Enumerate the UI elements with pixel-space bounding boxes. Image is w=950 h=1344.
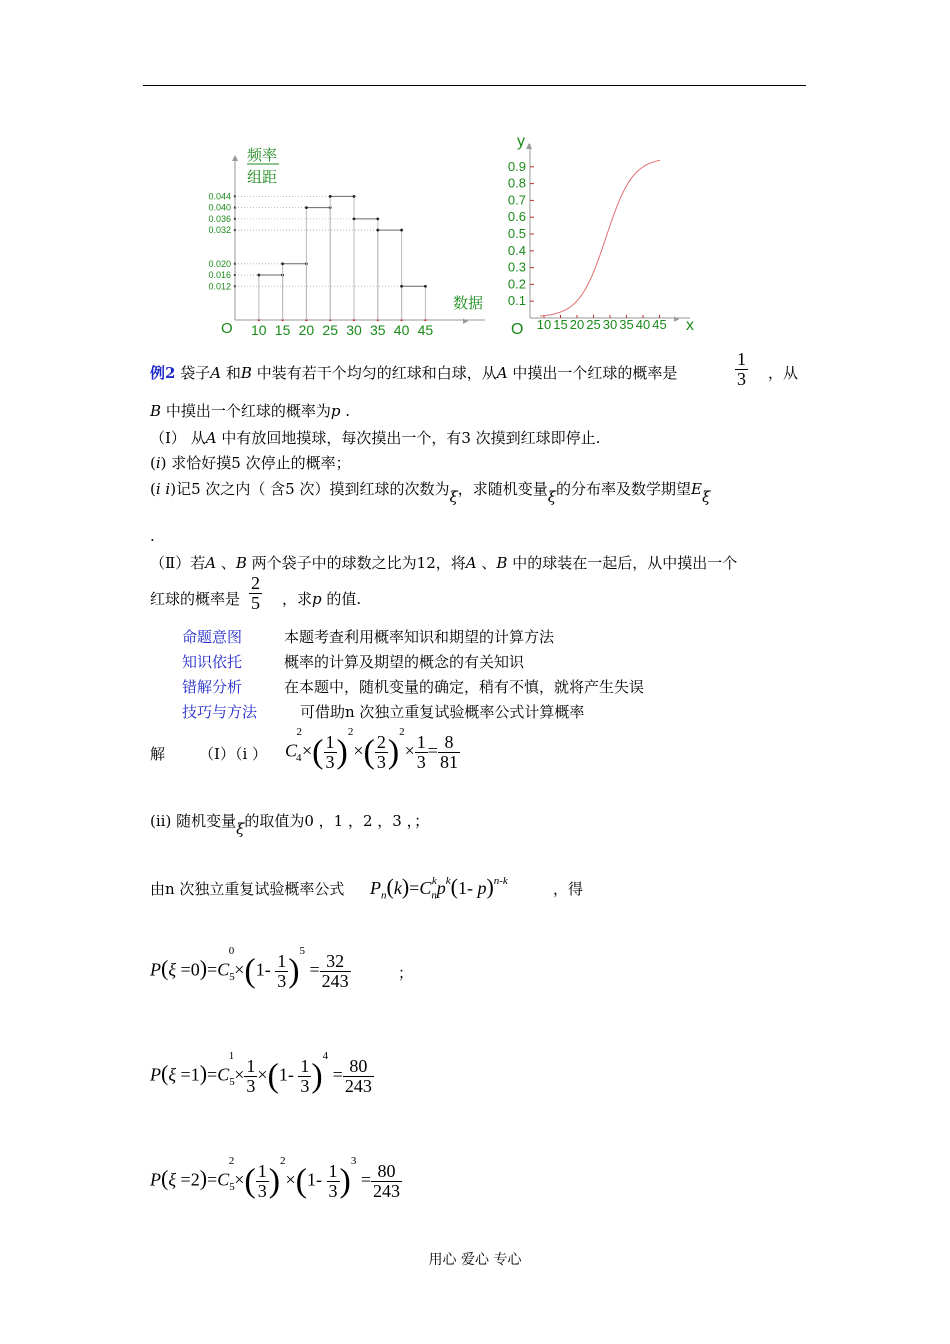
y-tick-label: 0.2 <box>507 276 526 292</box>
y-tick-label: 0.5 <box>507 226 526 241</box>
step-dot <box>353 195 356 198</box>
x-tick-label: 40 <box>393 322 410 338</box>
x-tick-label: 30 <box>346 322 362 338</box>
x-tick-label: 15 <box>274 322 291 338</box>
x-label: x <box>686 317 694 334</box>
note-row: 错解分析 在本题中，随机变量的确定，稍有不慎，就将产生失误 <box>182 678 645 696</box>
step-dot <box>424 285 427 288</box>
y-tick-label: 0.016 <box>208 270 231 281</box>
note-row: 技巧与方法 可借助n 次独立重复试验概率公式计算概率 <box>182 703 585 721</box>
equation-p1: $P(\xi =1)=C_5^1\times$ $\frac{1}{3}$ ×(1- $\frac{1}{3}$ )$^4$ = $\frac{80}{243}$ <box>150 1049 372 1096</box>
y-tick-label: 0.3 <box>507 259 526 275</box>
x-tick-label: 45 <box>417 322 434 338</box>
x-tick-label: 15 <box>553 317 568 332</box>
y-tick-label: 0.4 <box>507 242 526 258</box>
page-footer: 用心 爱心 专心 <box>428 1252 522 1268</box>
header-rule <box>143 85 806 86</box>
fraction-two-fifths: $\frac{2}{5}$ <box>251 573 260 613</box>
y-tick-label: 0.020 <box>208 258 231 269</box>
series-line <box>540 160 660 316</box>
y-tick-label: 0.6 <box>507 209 526 225</box>
curve-chart <box>500 128 710 343</box>
solution-ii: (ii) 随机变量ξ的取值为0 ，1 ，2 ，3 ，； <box>150 812 430 838</box>
x-axis-arrow: ▶ <box>463 317 469 325</box>
step-dot <box>400 229 403 232</box>
x-tick-label: 40 <box>635 317 651 332</box>
x-tick-label: 35 <box>619 317 634 332</box>
part2-line-1: （Ⅱ）若A 、B 两个袋子中的球数之比为12，将A 、B 中的球装在一起后，从中摸出一个 <box>150 554 738 572</box>
formula-line: 由n 次独立重复试验概率公式 <box>150 880 345 898</box>
y-tick-label: 0.044 <box>208 191 231 202</box>
note-row: 知识依托 概率的计算及期望的概念的有关知识 <box>182 653 525 671</box>
example-line-2: B 中摸出一个红球的概率为p . <box>150 402 350 420</box>
y-tick-label: 0.012 <box>208 281 231 292</box>
example-line-1: 例2 袋子A 和B 中装有若干个均匀的红球和白球，从A 中摸出一个红球的概率是 <box>150 364 678 382</box>
x-tick-label: 20 <box>569 317 585 332</box>
question-ii: (i i)记5 次之内（ 含5 次）摸到红球的次数为ξ，求随机变量ξ的分布率及数学期望Eξ <box>150 480 711 506</box>
step-dot <box>329 195 332 198</box>
y-axis-arrow: ▲ <box>232 153 239 162</box>
y-label-den: 组距 <box>247 168 278 186</box>
step-dot <box>257 274 260 277</box>
equation-p2: $P(\xi =2)=C_5^2\times$( $\frac{1}{3}$ )$^2$×(1- $\frac{1}{3}$ )$^3$ = $\frac{80}{243}$ <box>150 1154 400 1201</box>
x-tick-label: 25 <box>586 317 601 332</box>
step-dot <box>305 206 308 209</box>
binomial-formula: $P_n(k)=C_n^kp^k(1-$ p)$^{n-k}$ <box>370 874 508 902</box>
note-row: 命题意图 本题考查利用概率知识和期望的计算方法 <box>182 628 555 646</box>
y-tick-label: 0.032 <box>208 225 231 236</box>
x-tick-label: 30 <box>602 317 618 332</box>
x-tick-label: 25 <box>322 322 338 338</box>
y-label: y <box>517 133 525 150</box>
step-dot <box>281 262 284 265</box>
y-axis-arrow: ▲ <box>526 141 533 150</box>
x-tick-label: 20 <box>298 322 315 338</box>
y-tick-label: 0.036 <box>208 213 231 224</box>
y-tick-label: 0.8 <box>507 175 526 191</box>
y-tick-label: 0.9 <box>507 158 526 174</box>
x-tick-label: 45 <box>652 317 667 332</box>
x-tick-label: 35 <box>370 322 386 338</box>
part2-line-2: 红球的概率是 <box>150 590 241 608</box>
example-label: 例2 <box>150 364 176 382</box>
x-tick-label: 10 <box>251 322 267 338</box>
origin-label: O <box>511 321 524 338</box>
histogram-chart <box>195 140 495 345</box>
y-tick-label: 0.040 <box>208 202 231 213</box>
origin-label: O <box>221 320 233 337</box>
equation-p0: $P(\xi =0)=C_5^0\times(1-$ $\frac{1}{3}$ )$^5$ = $\frac{32}{243}$ <box>150 944 349 991</box>
x-tick-label: 10 <box>536 317 552 332</box>
step-dot <box>400 285 403 288</box>
solution-label: 解 （Ⅰ）（i ） <box>150 745 268 763</box>
step-dot <box>376 229 379 232</box>
y-tick-label: 0.1 <box>507 293 526 309</box>
part1-line: （Ⅰ） 从A 中有放回地摸球，每次摸出一个，有3 次摸到红球即停止. <box>150 429 601 447</box>
y-label-num: 频率 <box>247 146 278 164</box>
step-dot <box>353 217 356 220</box>
question-i: (i) 求恰好摸5 次停止的概率； <box>150 454 351 472</box>
fraction-one-third: $\frac{1}{3}$ <box>737 349 746 389</box>
equation-i: $C_4^2\times$( $\frac{1}{3}$ )$^2$×( $\frac{2}{3}$ )$^2$× $\frac{1}{3}$ = $\frac{8}{81}$ <box>285 725 458 772</box>
step-dot <box>376 217 379 220</box>
x-label: 数据 <box>453 294 484 312</box>
y-tick-label: 0.7 <box>507 192 526 208</box>
x-axis-arrow: ▶ <box>674 315 680 323</box>
